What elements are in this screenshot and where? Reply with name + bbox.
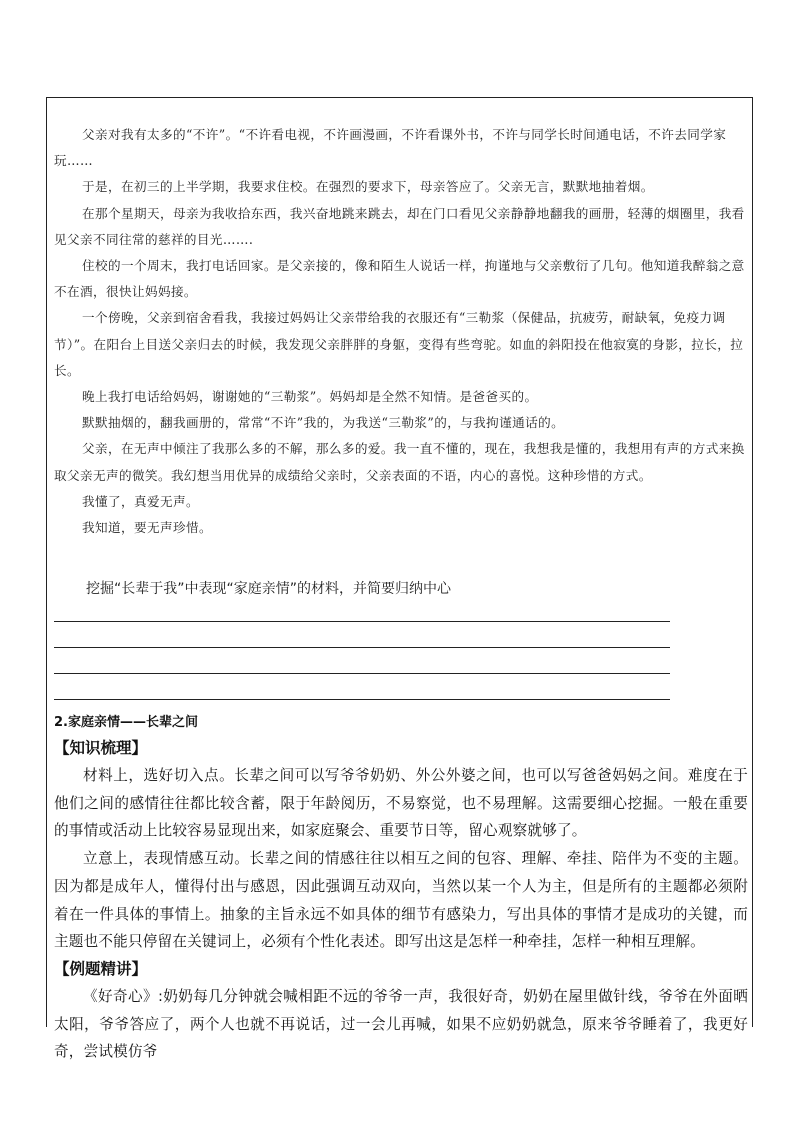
answer-blank-line[interactable] [54,673,670,674]
section-elders-between [54,711,748,1066]
knowledge-paragraph: 材料上，选好切入点。长辈之间可以写爷爷奶奶、外公外婆之间，也可以写爸爸妈妈之间。难度在于他们之间的感情往往都比较含蓄，限于年龄阅历，不易察觉，也不易理解。这需要细心挖掘。一般在重要的事情或活动上比较容易显现出来，如家庭聚会、重要节日等，留心观察就够了。 [54,767,748,840]
answer-blank-line[interactable] [54,699,670,700]
story-paragraph: 父亲对我有太多的“不许”。“不许看电视，不许画漫画，不许看课外书，不许与同学长时间通电话，不许去同学家玩…… [54,127,727,169]
story-paragraph: 我知道，要无声珍惜。 [82,520,212,536]
example-label: 【例题精讲】 [54,959,148,978]
story-paragraph: 一个傍晚，父亲到宿舍看我，我接过妈妈让父亲带给我的衣服还有“三勒浆（保健品，抗疲劳，耐缺氧，免疫力调节）”。在阳台上目送父亲归去的时候，我发现父亲胖胖的身躯，变得有些弯驼。如血的斜阳投在他寂寞的身影，拉长，拉长。 [54,310,744,378]
story-paragraph: 我懂了，真爱无声。 [82,493,199,509]
knowledge-label: 【知识梳理】 [54,739,148,757]
example-paragraph: 《好奇心》:奶奶每几分钟就会喊相距不远的爷爷一声，我很好奇，奶奶在屋里做针线，爷爷在外面晒太阳，爷爷答应了，两个人也就不再说话，过一会儿再喊，如果不应奶奶就急，原来爷爷睡着了，我更好奇，尝试模仿爷 [54,987,748,1061]
story-paragraph: 晚上我打电话给妈妈，谢谢她的“三勒浆”。妈妈却是全然不知情。是爸爸买的。 [82,389,538,405]
section-title: 2.家庭亲情——长辈之间 [54,715,198,730]
answer-blank-line[interactable] [54,647,670,648]
story-passage [54,122,746,541]
story-paragraph: 在那个星期天，母亲为我收拾东西，我兴奋地跳来跳去，却在门口看见父亲静静地翻我的画册，轻薄的烟圈里，我看见父亲不同往常的慈祥的目光……. [54,205,745,247]
story-paragraph: 父亲，在无声中倾注了我那么多的不解，那么多的爱。我一直不懂的，现在，我想我是懂的，我想用有声的方式来换取父亲无声的微笑。我幻想当用优异的成绩给父亲时，父亲表面的不语，内心的喜悦。这种珍惜的方式。 [54,441,745,483]
story-paragraph: 于是，在初三的上半学期，我要求住校。在强烈的要求下，母亲答应了。父亲无言，默默地抽着烟。 [82,179,654,195]
story-paragraph: 默默抽烟的，翻我画册的，常常“不许”我的，为我送“三勒浆”的，与我拘谨通话的。 [82,415,565,431]
knowledge-paragraph: 立意上，表现情感互动。长辈之间的情感往往以相互之间的包容、理解、牵挂、陪伴为不变的主题。因为都是成年人，懂得付出与感恩，因此强调互动双向，当然以某一个人为主，但是所有的主题都必须附着在一件具体的事情上。抽象的主旨永远不如具体的细节有感染力，写出具体的事情才是成功的关键，而主题也不能只停留在关键词上，必须有个性化表述。即写出这是怎样一种牵挂，怎样一种相互理解。 [54,850,748,951]
exercise-prompt: 挖掘“长辈于我”中表现“家庭亲情”的材料，并简要归纳中心 [86,581,452,597]
answer-blank-line[interactable] [54,621,670,622]
story-paragraph: 住校的一个周末，我打电话回家。是父亲接的，像和陌生人说话一样，拘谨地与父亲敷衍了几句。他知道我醉翁之意不在酒，很快让妈妈接。 [54,258,745,300]
